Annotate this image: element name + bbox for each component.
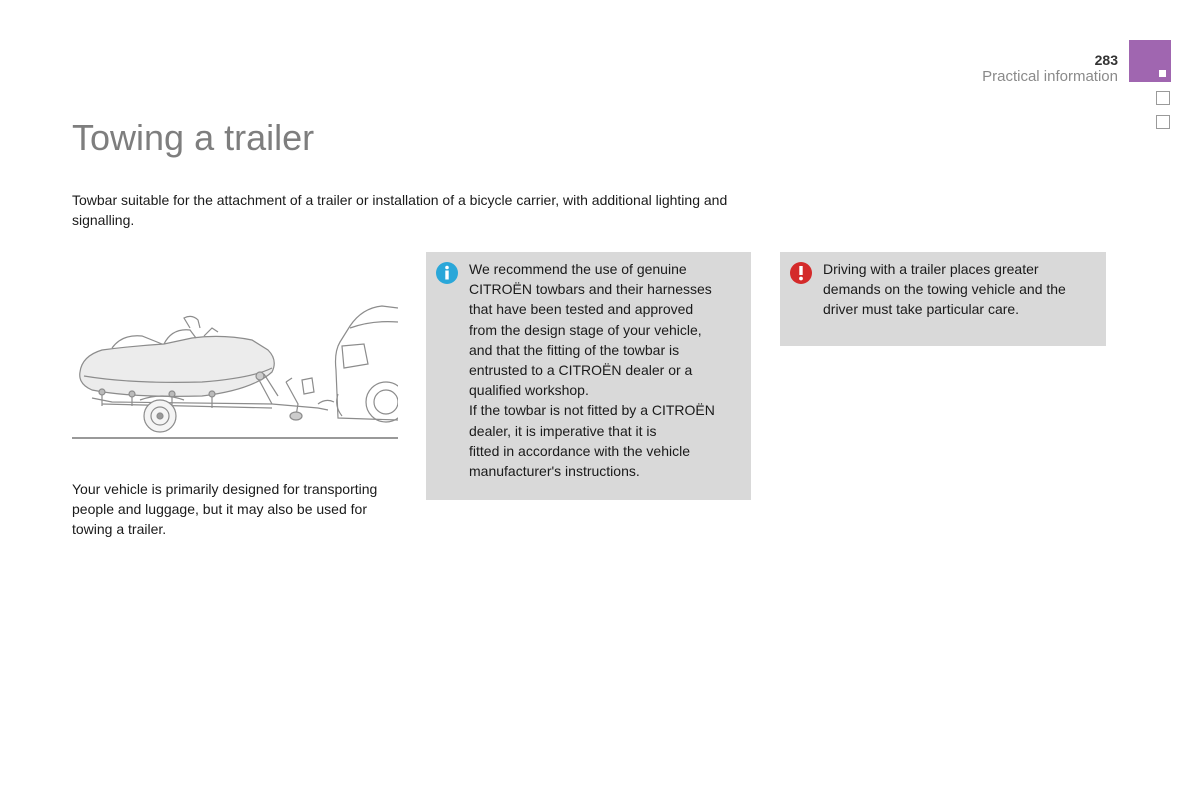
chapter-nav-square-2[interactable] xyxy=(1156,115,1170,129)
intro-paragraph: Towbar suitable for the attachment of a trailer or installation of a bicycle carrier, with additional lighting and signalling. xyxy=(72,192,728,228)
info-line: and that the fitting of the towbar is xyxy=(469,341,680,358)
warning-line: Driving with a trailer places greater xyxy=(823,261,1039,277)
info-line: from the design stage of your vehicle, xyxy=(469,321,702,338)
info-line: qualified workshop. xyxy=(469,382,589,399)
warning-line: demands on the towing vehicle and the xyxy=(823,281,1066,298)
body-paragraph: Your vehicle is primarily designed for transporting people and luggage, but it may also be used for towing a trailer. xyxy=(72,481,378,537)
section-label: Practical information xyxy=(982,68,1118,85)
info-line: CITROËN towbars and their harnesses xyxy=(469,281,712,298)
chapter-nav-square-1[interactable] xyxy=(1156,91,1170,105)
warning-text xyxy=(823,259,1098,320)
info-line: entrusted to a CITROËN dealer or a xyxy=(469,362,693,379)
chapter-tab[interactable] xyxy=(1129,40,1171,82)
info-line: fitted in accordance with the vehicle xyxy=(469,442,691,459)
warning-line: driver must take particular care. xyxy=(823,301,1020,318)
info-icon xyxy=(436,262,458,284)
info-text xyxy=(469,259,743,481)
info-line: dealer, it is imperative that it is xyxy=(469,422,657,439)
warning-box xyxy=(780,252,1106,346)
page-title: Towing a trailer xyxy=(72,117,315,158)
info-line: We recommend the use of genuine xyxy=(469,261,687,277)
info-line: If the towbar is not fitted by a CITROËN xyxy=(469,402,715,419)
info-box xyxy=(426,252,751,500)
trailer-illustration xyxy=(72,298,398,440)
info-line: manufacturer's instructions. xyxy=(469,463,640,480)
info-line: that have been tested and approved xyxy=(469,301,694,318)
warning-icon xyxy=(790,262,812,284)
page-number: 283 xyxy=(1094,52,1118,68)
chapter-tab-marker xyxy=(1159,70,1166,77)
